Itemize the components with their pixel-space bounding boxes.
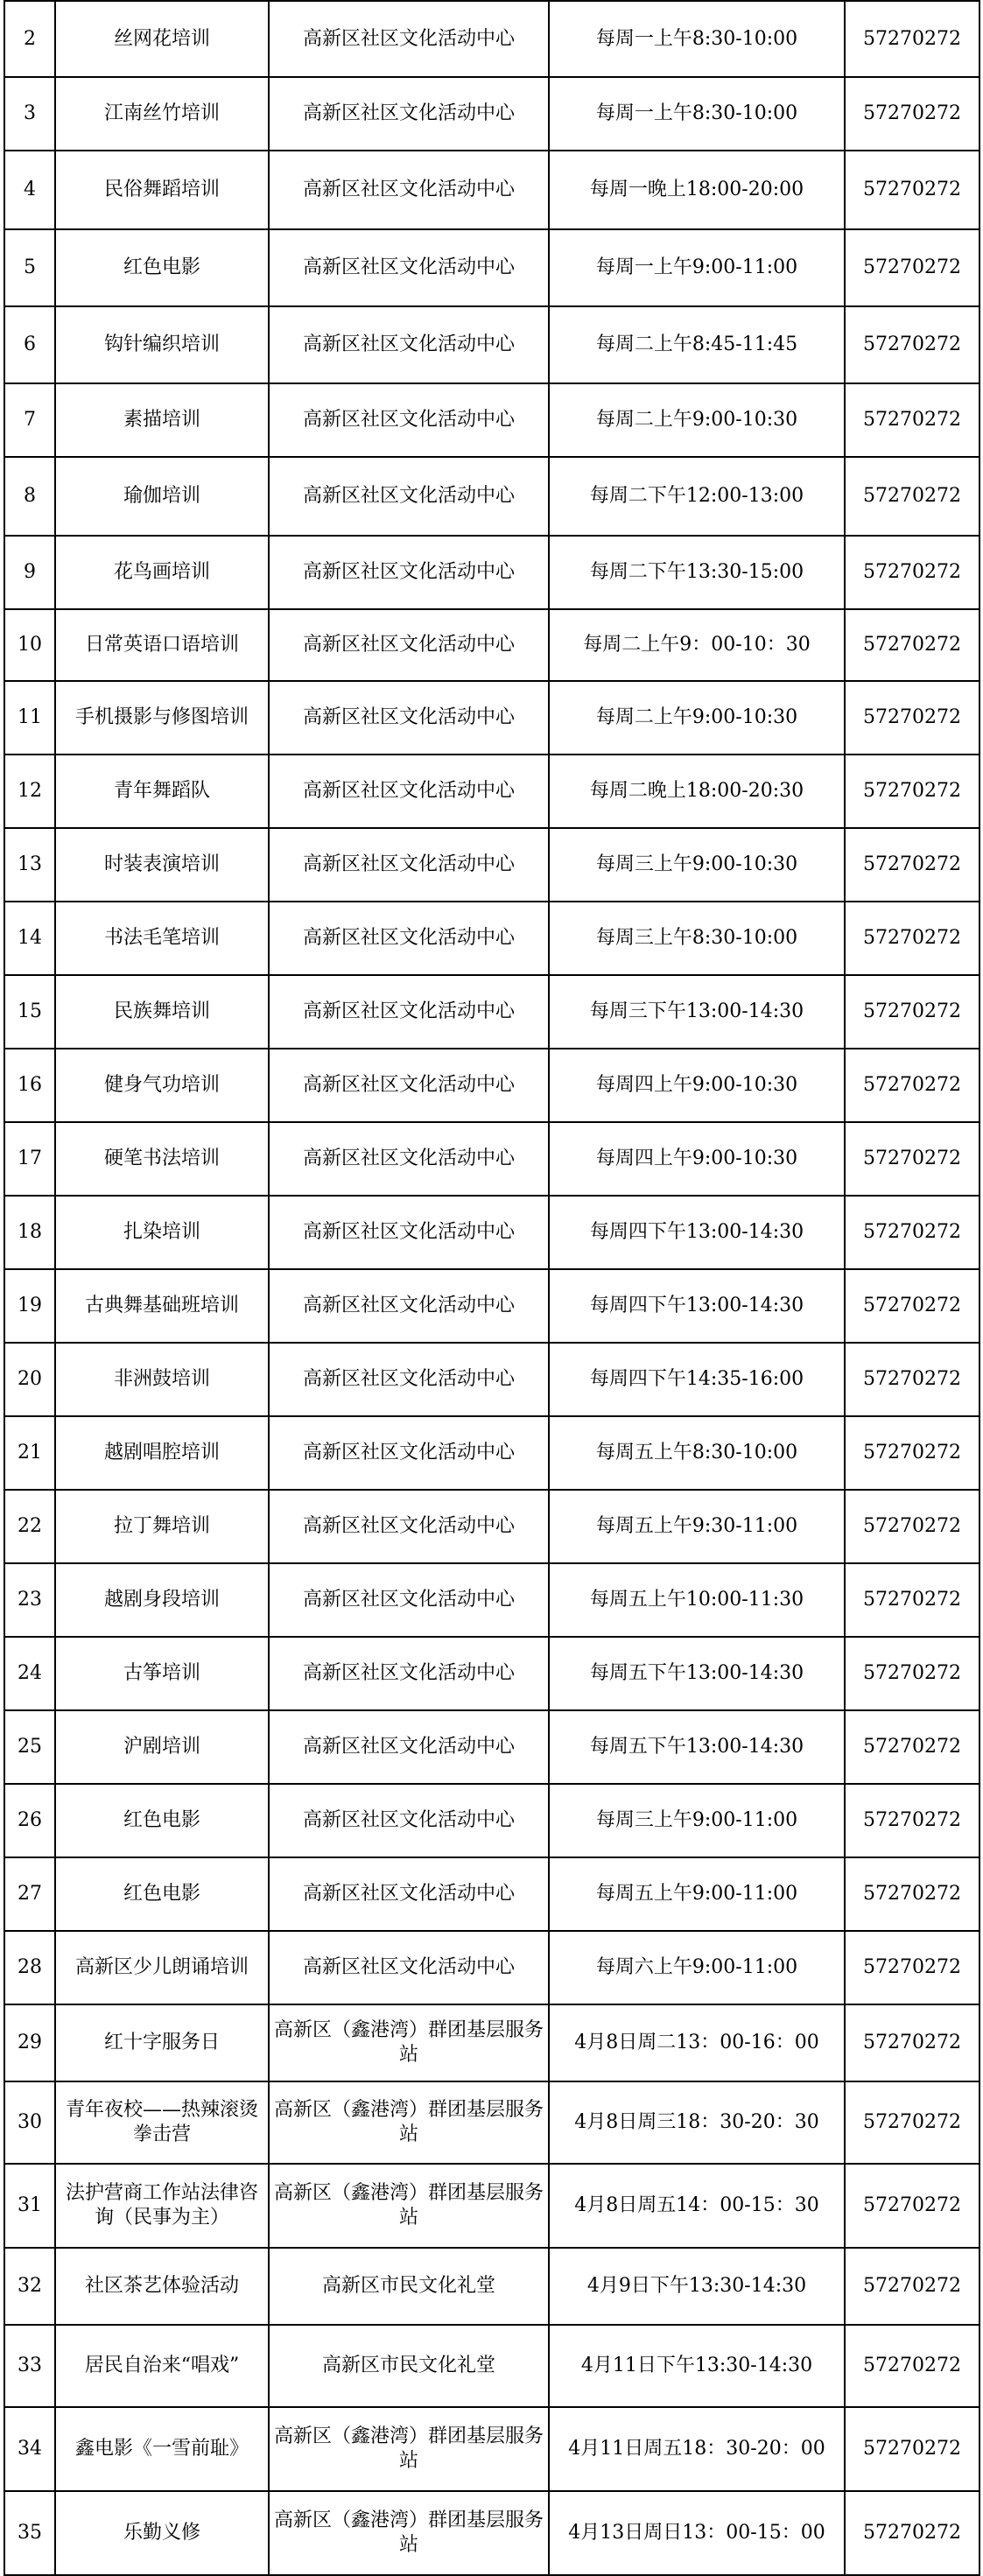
contact-phone-cell: 57270272 [845, 2164, 979, 2248]
row-number-cell: 13 [4, 828, 55, 902]
row-number-cell: 15 [4, 975, 55, 1049]
row-number-cell: 29 [4, 2004, 55, 2081]
table-row [4, 1563, 979, 1637]
row-number-cell: 34 [4, 2407, 55, 2491]
table-row [4, 536, 979, 609]
activity-time-cell: 每周二上午8:45-11:45 [549, 306, 845, 383]
table-row [4, 2407, 979, 2491]
table-row [4, 1196, 979, 1269]
activity-time-cell: 每周一上午9:00-11:00 [549, 229, 845, 306]
table-row [4, 1, 979, 77]
row-number-cell: 25 [4, 1710, 55, 1784]
table-row [4, 2325, 979, 2407]
activity-name-cell: 青年夜校——热辣滚烫拳击营 [55, 2081, 269, 2164]
row-number-cell: 17 [4, 1122, 55, 1196]
activity-time-cell: 每周一上午8:30-10:00 [549, 77, 845, 151]
table-row [4, 1490, 979, 1563]
activity-name-cell: 拉丁舞培训 [55, 1490, 269, 1563]
row-number-cell: 16 [4, 1049, 55, 1122]
activity-venue-cell: 高新区社区文化活动中心 [269, 1857, 549, 1931]
table-row [4, 383, 979, 457]
contact-phone-cell: 57270272 [845, 229, 979, 306]
activity-venue-cell: 高新区社区文化活动中心 [269, 77, 549, 151]
activity-time-cell: 4月8日周三18：30-20：30 [549, 2081, 845, 2164]
activity-venue-cell: 高新区社区文化活动中心 [269, 306, 549, 383]
table-row [4, 2081, 979, 2164]
activity-name-cell: 手机摄影与修图培训 [55, 681, 269, 755]
row-number-cell: 32 [4, 2248, 55, 2325]
table-row [4, 902, 979, 975]
activity-time-cell: 每周四下午13:00-14:30 [549, 1196, 845, 1269]
activity-name-cell: 乐勤义修 [55, 2491, 269, 2575]
activity-time-cell: 每周五上午9:00-11:00 [549, 1857, 845, 1931]
table-row [4, 609, 979, 681]
activity-venue-cell: 高新区社区文化活动中心 [269, 1784, 549, 1857]
activity-time-cell: 每周五下午13:00-14:30 [549, 1637, 845, 1710]
activity-time-cell: 每周二下午12:00-13:00 [549, 457, 845, 536]
contact-phone-cell: 57270272 [845, 902, 979, 975]
activity-venue-cell: 高新区社区文化活动中心 [269, 755, 549, 828]
contact-phone-cell: 57270272 [845, 755, 979, 828]
activity-time-cell: 每周四上午9:00-10:30 [549, 1122, 845, 1196]
row-number-cell: 22 [4, 1490, 55, 1563]
activity-name-cell: 高新区少儿朗诵培训 [55, 1931, 269, 2004]
table-row [4, 1049, 979, 1122]
activity-time-cell: 每周五上午8:30-10:00 [549, 1416, 845, 1490]
contact-phone-cell: 57270272 [845, 77, 979, 151]
contact-phone-cell: 57270272 [845, 828, 979, 902]
contact-phone-cell: 57270272 [845, 2004, 979, 2081]
contact-phone-cell: 57270272 [845, 1343, 979, 1416]
row-number-cell: 14 [4, 902, 55, 975]
row-number-cell: 4 [4, 151, 55, 229]
row-number-cell: 23 [4, 1563, 55, 1637]
contact-phone-cell: 57270272 [845, 681, 979, 755]
activity-time-cell: 每周二上午9:00-10:30 [549, 681, 845, 755]
activity-name-cell: 丝网花培训 [55, 1, 269, 77]
activity-venue-cell: 高新区社区文化活动中心 [269, 536, 549, 609]
activity-name-cell: 古筝培训 [55, 1637, 269, 1710]
activity-venue-cell: 高新区（鑫港湾）群团基层服务站 [269, 2081, 549, 2164]
row-number-cell: 20 [4, 1343, 55, 1416]
activity-name-cell: 钩针编织培训 [55, 306, 269, 383]
table-row [4, 681, 979, 755]
activity-time-cell: 每周三下午13:00-14:30 [549, 975, 845, 1049]
activity-name-cell: 红色电影 [55, 1857, 269, 1931]
activity-time-cell: 4月13日周日13：00-15：00 [549, 2491, 845, 2575]
activity-time-cell: 每周四下午14:35-16:00 [549, 1343, 845, 1416]
contact-phone-cell: 57270272 [845, 536, 979, 609]
contact-phone-cell: 57270272 [845, 2325, 979, 2407]
contact-phone-cell: 57270272 [845, 1857, 979, 1931]
activity-name-cell: 法护营商工作站法律咨询（民事为主） [55, 2164, 269, 2248]
row-number-cell: 10 [4, 609, 55, 681]
activity-name-cell: 越剧身段培训 [55, 1563, 269, 1637]
activity-venue-cell: 高新区市民文化礼堂 [269, 2248, 549, 2325]
contact-phone-cell: 57270272 [845, 151, 979, 229]
row-number-cell: 30 [4, 2081, 55, 2164]
activity-time-cell: 每周三上午9:00-11:00 [549, 1784, 845, 1857]
row-number-cell: 3 [4, 77, 55, 151]
activity-time-cell: 4月8日周五14：00-15：30 [549, 2164, 845, 2248]
activity-venue-cell: 高新区社区文化活动中心 [269, 975, 549, 1049]
activity-time-cell: 4月9日下午13:30-14:30 [549, 2248, 845, 2325]
activity-time-cell: 每周五下午13:00-14:30 [549, 1710, 845, 1784]
activity-name-cell: 硬笔书法培训 [55, 1122, 269, 1196]
table-row [4, 2248, 979, 2325]
activity-time-cell: 每周五上午9:30-11:00 [549, 1490, 845, 1563]
row-number-cell: 33 [4, 2325, 55, 2407]
activity-name-cell: 江南丝竹培训 [55, 77, 269, 151]
row-number-cell: 26 [4, 1784, 55, 1857]
table-row [4, 1784, 979, 1857]
activity-venue-cell: 高新区社区文化活动中心 [269, 1490, 549, 1563]
activity-venue-cell: 高新区（鑫港湾）群团基层服务站 [269, 2004, 549, 2081]
activity-name-cell: 越剧唱腔培训 [55, 1416, 269, 1490]
activity-time-cell: 每周三上午8:30-10:00 [549, 902, 845, 975]
activity-name-cell: 红十字服务日 [55, 2004, 269, 2081]
row-number-cell: 28 [4, 1931, 55, 2004]
table-row [4, 306, 979, 383]
activity-venue-cell: 高新区社区文化活动中心 [269, 1563, 549, 1637]
activity-name-cell: 民俗舞蹈培训 [55, 151, 269, 229]
activity-name-cell: 日常英语口语培训 [55, 609, 269, 681]
row-number-cell: 11 [4, 681, 55, 755]
activity-venue-cell: 高新区（鑫港湾）群团基层服务站 [269, 2407, 549, 2491]
activity-venue-cell: 高新区社区文化活动中心 [269, 1931, 549, 2004]
activity-venue-cell: 高新区（鑫港湾）群团基层服务站 [269, 2491, 549, 2575]
activity-name-cell: 扎染培训 [55, 1196, 269, 1269]
activity-time-cell: 每周一上午8:30-10:00 [549, 1, 845, 77]
row-number-cell: 9 [4, 536, 55, 609]
activity-time-cell: 每周二下午13:30-15:00 [549, 536, 845, 609]
activity-time-cell: 4月8日周二13：00-16：00 [549, 2004, 845, 2081]
activity-time-cell: 每周四下午13:00-14:30 [549, 1269, 845, 1343]
activity-name-cell: 民族舞培训 [55, 975, 269, 1049]
contact-phone-cell: 57270272 [845, 975, 979, 1049]
activity-name-cell: 社区茶艺体验活动 [55, 2248, 269, 2325]
activity-venue-cell: 高新区社区文化活动中心 [269, 828, 549, 902]
row-number-cell: 35 [4, 2491, 55, 2575]
activity-name-cell: 青年舞蹈队 [55, 755, 269, 828]
row-number-cell: 27 [4, 1857, 55, 1931]
activity-venue-cell: 高新区社区文化活动中心 [269, 609, 549, 681]
schedule-table-body [4, 1, 979, 2575]
activity-name-cell: 古典舞基础班培训 [55, 1269, 269, 1343]
activity-name-cell: 非洲鼓培训 [55, 1343, 269, 1416]
contact-phone-cell: 57270272 [845, 1416, 979, 1490]
activity-venue-cell: 高新区社区文化活动中心 [269, 1049, 549, 1122]
table-row [4, 1269, 979, 1343]
row-number-cell: 31 [4, 2164, 55, 2248]
activity-venue-cell: 高新区社区文化活动中心 [269, 1710, 549, 1784]
table-row [4, 1122, 979, 1196]
table-row [4, 828, 979, 902]
activity-schedule-table [4, 0, 980, 2576]
contact-phone-cell: 57270272 [845, 1931, 979, 2004]
activity-venue-cell: 高新区社区文化活动中心 [269, 1122, 549, 1196]
contact-phone-cell: 57270272 [845, 2407, 979, 2491]
row-number-cell: 24 [4, 1637, 55, 1710]
activity-name-cell: 沪剧培训 [55, 1710, 269, 1784]
contact-phone-cell: 57270272 [845, 2081, 979, 2164]
activity-venue-cell: 高新区社区文化活动中心 [269, 151, 549, 229]
table-row [4, 1857, 979, 1931]
row-number-cell: 7 [4, 383, 55, 457]
activity-name-cell: 红色电影 [55, 1784, 269, 1857]
contact-phone-cell: 57270272 [845, 1, 979, 77]
activity-venue-cell: 高新区社区文化活动中心 [269, 1637, 549, 1710]
contact-phone-cell: 57270272 [845, 457, 979, 536]
contact-phone-cell: 57270272 [845, 306, 979, 383]
contact-phone-cell: 57270272 [845, 1490, 979, 1563]
contact-phone-cell: 57270272 [845, 2491, 979, 2575]
activity-name-cell: 时装表演培训 [55, 828, 269, 902]
row-number-cell: 21 [4, 1416, 55, 1490]
table-row [4, 457, 979, 536]
activity-venue-cell: 高新区市民文化礼堂 [269, 2325, 549, 2407]
row-number-cell: 19 [4, 1269, 55, 1343]
table-row [4, 1343, 979, 1416]
row-number-cell: 12 [4, 755, 55, 828]
activity-name-cell: 居民自治来“唱戏” [55, 2325, 269, 2407]
activity-time-cell: 每周一晚上18:00-20:00 [549, 151, 845, 229]
table-row [4, 1931, 979, 2004]
row-number-cell: 18 [4, 1196, 55, 1269]
row-number-cell: 2 [4, 1, 55, 77]
contact-phone-cell: 57270272 [845, 383, 979, 457]
table-row [4, 229, 979, 306]
activity-name-cell: 鑫电影《一雪前耻》 [55, 2407, 269, 2491]
activity-time-cell: 每周四上午9:00-10:30 [549, 1049, 845, 1122]
table-row [4, 2164, 979, 2248]
row-number-cell: 6 [4, 306, 55, 383]
table-row [4, 1710, 979, 1784]
activity-time-cell: 每周五上午10:00-11:30 [549, 1563, 845, 1637]
contact-phone-cell: 57270272 [845, 1784, 979, 1857]
activity-time-cell: 4月11日周五18：30-20：00 [549, 2407, 845, 2491]
activity-venue-cell: 高新区（鑫港湾）群团基层服务站 [269, 2164, 549, 2248]
table-row [4, 755, 979, 828]
table-row [4, 2491, 979, 2575]
activity-time-cell: 每周二上午9:00-10:30 [549, 383, 845, 457]
activity-venue-cell: 高新区社区文化活动中心 [269, 1416, 549, 1490]
contact-phone-cell: 57270272 [845, 1269, 979, 1343]
table-row [4, 1416, 979, 1490]
activity-name-cell: 红色电影 [55, 229, 269, 306]
contact-phone-cell: 57270272 [845, 1637, 979, 1710]
activity-venue-cell: 高新区社区文化活动中心 [269, 1196, 549, 1269]
activity-name-cell: 书法毛笔培训 [55, 902, 269, 975]
activity-venue-cell: 高新区社区文化活动中心 [269, 457, 549, 536]
table-row [4, 975, 979, 1049]
activity-venue-cell: 高新区社区文化活动中心 [269, 1269, 549, 1343]
contact-phone-cell: 57270272 [845, 1196, 979, 1269]
activity-time-cell: 每周二晚上18:00-20:30 [549, 755, 845, 828]
activity-venue-cell: 高新区社区文化活动中心 [269, 229, 549, 306]
activity-venue-cell: 高新区社区文化活动中心 [269, 902, 549, 975]
activity-time-cell: 每周二上午9：00-10：30 [549, 609, 845, 681]
contact-phone-cell: 57270272 [845, 1049, 979, 1122]
contact-phone-cell: 57270272 [845, 609, 979, 681]
activity-name-cell: 健身气功培训 [55, 1049, 269, 1122]
activity-time-cell: 每周六上午9:00-11:00 [549, 1931, 845, 2004]
contact-phone-cell: 57270272 [845, 2248, 979, 2325]
activity-time-cell: 4月11日下午13:30-14:30 [549, 2325, 845, 2407]
activity-name-cell: 花鸟画培训 [55, 536, 269, 609]
activity-name-cell: 瑜伽培训 [55, 457, 269, 536]
activity-venue-cell: 高新区社区文化活动中心 [269, 681, 549, 755]
activity-name-cell: 素描培训 [55, 383, 269, 457]
row-number-cell: 5 [4, 229, 55, 306]
activity-venue-cell: 高新区社区文化活动中心 [269, 1343, 549, 1416]
contact-phone-cell: 57270272 [845, 1563, 979, 1637]
contact-phone-cell: 57270272 [845, 1122, 979, 1196]
row-number-cell: 8 [4, 457, 55, 536]
table-row [4, 77, 979, 151]
table-row [4, 2004, 979, 2081]
activity-venue-cell: 高新区社区文化活动中心 [269, 1, 549, 77]
activity-venue-cell: 高新区社区文化活动中心 [269, 383, 549, 457]
table-row [4, 1637, 979, 1710]
contact-phone-cell: 57270272 [845, 1710, 979, 1784]
activity-time-cell: 每周三上午9:00-10:30 [549, 828, 845, 902]
table-row [4, 151, 979, 229]
